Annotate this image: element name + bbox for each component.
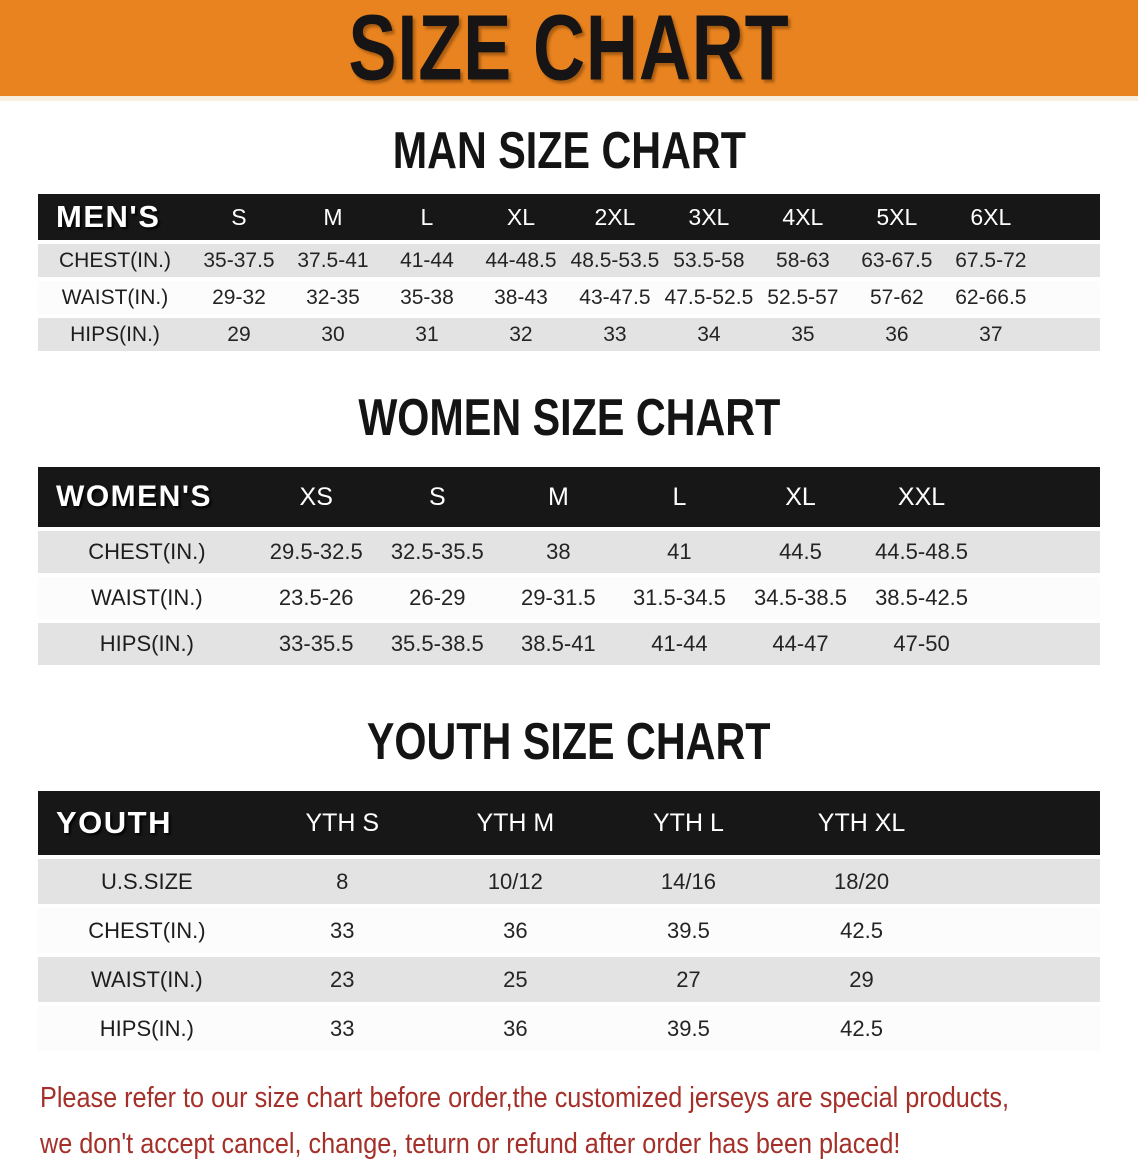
table-group-label: WOMEN'S (38, 467, 256, 527)
size-value: 34 (662, 318, 756, 351)
size-value: 67.5-72 (944, 244, 1038, 277)
size-value: 34.5-38.5 (740, 577, 861, 619)
table-row (38, 908, 1100, 953)
size-value: 38-43 (474, 281, 568, 314)
size-value: 18/20 (775, 859, 948, 904)
size-value: 36 (850, 318, 944, 351)
size-value: 33 (256, 1006, 429, 1051)
size-value: 25 (429, 957, 602, 1002)
size-value: 57-62 (850, 281, 944, 314)
size-value: 43-47.5 (568, 281, 662, 314)
youth-section-heading-text: YOUTH SIZE CHART (367, 713, 771, 772)
table-header-row (38, 194, 1100, 240)
size-value: 47-50 (861, 623, 982, 665)
youth-size-section (0, 713, 1138, 1055)
size-value: 38 (498, 531, 619, 573)
size-value: 30 (286, 318, 380, 351)
size-column-header: XL (474, 194, 568, 240)
measurement-label: WAIST(IN.) (38, 577, 256, 619)
size-value: 32 (474, 318, 568, 351)
size-value: 47.5-52.5 (662, 281, 756, 314)
size-value: 33 (256, 908, 429, 953)
youth-section-heading (0, 713, 1138, 772)
size-value: 32-35 (286, 281, 380, 314)
size-column-header: 4XL (756, 194, 850, 240)
measurement-label: CHEST(IN.) (38, 908, 256, 953)
size-value: 42.5 (775, 1006, 948, 1051)
header-filler-cell (948, 791, 1100, 855)
size-value: 53.5-58 (662, 244, 756, 277)
size-value: 41 (619, 531, 740, 573)
size-value: 44.5-48.5 (861, 531, 982, 573)
size-column-header: 5XL (850, 194, 944, 240)
disclaimer-line-2: we don't accept cancel, change, teturn or refund after order has been placed! (40, 1128, 901, 1161)
row-filler-cell (948, 957, 1100, 1002)
size-column-header: YTH L (602, 791, 775, 855)
size-value: 37.5-41 (286, 244, 380, 277)
table-row (38, 859, 1100, 904)
size-value: 32.5-35.5 (377, 531, 498, 573)
table-group-label: YOUTH (38, 791, 256, 855)
size-value: 62-66.5 (944, 281, 1038, 314)
size-value: 58-63 (756, 244, 850, 277)
size-column-header: XXL (861, 467, 982, 527)
table-header-row (38, 791, 1100, 855)
size-value: 36 (429, 908, 602, 953)
size-value: 33 (568, 318, 662, 351)
row-filler-cell (982, 577, 1100, 619)
size-value: 29-31.5 (498, 577, 619, 619)
size-value: 48.5-53.5 (568, 244, 662, 277)
table-row (38, 318, 1100, 351)
size-value: 35-37.5 (192, 244, 286, 277)
size-value: 29-32 (192, 281, 286, 314)
table-row (38, 623, 1100, 665)
size-value: 42.5 (775, 908, 948, 953)
size-value: 36 (429, 1006, 602, 1051)
row-filler-cell (1038, 318, 1100, 351)
women-size-table (38, 463, 1100, 669)
header-filler-cell (1038, 194, 1100, 240)
measurement-label: WAIST(IN.) (38, 281, 192, 314)
men-size-section (0, 122, 1138, 355)
size-column-header: YTH M (429, 791, 602, 855)
size-value: 38.5-41 (498, 623, 619, 665)
size-value: 35-38 (380, 281, 474, 314)
men-section-heading-text: MAN SIZE CHART (392, 122, 746, 181)
row-filler-cell (948, 908, 1100, 953)
size-value: 31 (380, 318, 474, 351)
size-value: 44-47 (740, 623, 861, 665)
size-value: 33-35.5 (256, 623, 377, 665)
size-value: 14/16 (602, 859, 775, 904)
size-value: 8 (256, 859, 429, 904)
row-filler-cell (1038, 281, 1100, 314)
size-column-header: M (286, 194, 380, 240)
measurement-label: CHEST(IN.) (38, 531, 256, 573)
table-group-label: MEN'S (38, 194, 192, 240)
size-value: 44.5 (740, 531, 861, 573)
measurement-label: HIPS(IN.) (38, 1006, 256, 1051)
size-column-header: 2XL (568, 194, 662, 240)
size-value: 26-29 (377, 577, 498, 619)
size-value: 23 (256, 957, 429, 1002)
table-row (38, 957, 1100, 1002)
size-column-header: XL (740, 467, 861, 527)
row-filler-cell (1038, 244, 1100, 277)
table-row (38, 281, 1100, 314)
size-value: 23.5-26 (256, 577, 377, 619)
size-value: 37 (944, 318, 1038, 351)
women-section-heading-text: WOMEN SIZE CHART (358, 389, 780, 448)
size-value: 10/12 (429, 859, 602, 904)
size-value: 44-48.5 (474, 244, 568, 277)
table-header-row (38, 467, 1100, 527)
size-column-header: L (619, 467, 740, 527)
header-filler-cell (982, 467, 1100, 527)
order-disclaimer (0, 1075, 1138, 1168)
size-value: 52.5-57 (756, 281, 850, 314)
row-filler-cell (948, 1006, 1100, 1051)
measurement-label: U.S.SIZE (38, 859, 256, 904)
size-value: 41-44 (619, 623, 740, 665)
size-value: 35.5-38.5 (377, 623, 498, 665)
disclaimer-line-1: Please refer to our size chart before order,the customized jerseys are special products, (40, 1082, 1010, 1114)
youth-size-table (38, 787, 1100, 1055)
size-value: 29 (775, 957, 948, 1002)
table-row (38, 531, 1100, 573)
row-filler-cell (982, 531, 1100, 573)
size-column-header: M (498, 467, 619, 527)
size-column-header: S (192, 194, 286, 240)
size-column-header: S (377, 467, 498, 527)
size-value: 29 (192, 318, 286, 351)
size-column-header: YTH S (256, 791, 429, 855)
men-section-heading (0, 122, 1138, 181)
row-filler-cell (982, 623, 1100, 665)
table-row (38, 577, 1100, 619)
size-column-header: 3XL (662, 194, 756, 240)
size-value: 41-44 (380, 244, 474, 277)
size-column-header: L (380, 194, 474, 240)
row-filler-cell (948, 859, 1100, 904)
size-column-header: XS (256, 467, 377, 527)
measurement-label: HIPS(IN.) (38, 318, 192, 351)
measurement-label: CHEST(IN.) (38, 244, 192, 277)
size-value: 63-67.5 (850, 244, 944, 277)
table-row (38, 1006, 1100, 1051)
table-row (38, 244, 1100, 277)
size-value: 39.5 (602, 908, 775, 953)
size-value: 31.5-34.5 (619, 577, 740, 619)
men-size-table (38, 190, 1100, 355)
size-value: 38.5-42.5 (861, 577, 982, 619)
size-column-header: YTH XL (775, 791, 948, 855)
women-section-heading (0, 389, 1138, 448)
size-chart-banner (0, 0, 1138, 101)
banner-title: SIZE CHART (348, 0, 790, 100)
size-value: 29.5-32.5 (256, 531, 377, 573)
size-value: 27 (602, 957, 775, 1002)
measurement-label: WAIST(IN.) (38, 957, 256, 1002)
size-value: 39.5 (602, 1006, 775, 1051)
women-size-section (0, 389, 1138, 669)
size-value: 35 (756, 318, 850, 351)
measurement-label: HIPS(IN.) (38, 623, 256, 665)
size-column-header: 6XL (944, 194, 1038, 240)
